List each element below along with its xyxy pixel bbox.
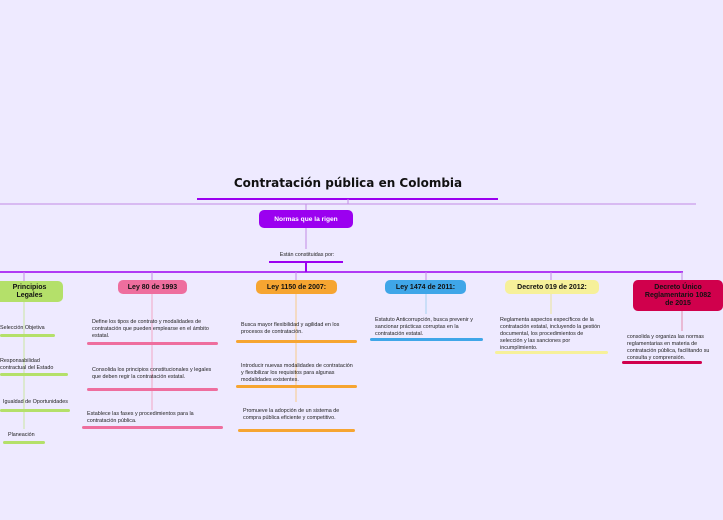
ley80-item-1: Define los tipos de contrato y modalidades de contratación que pueden emplearse en el ámbito estatal. [92,319,209,339]
ley1150-item-1-bar [236,340,357,343]
branch-label: Ley 1150 de 2007: [266,283,327,291]
subtitle-text: Están constituidas por: [279,252,335,258]
ley1150-item-3: Promueve la adopción de un sistema de compra pública eficiente y competitivo. [243,408,340,421]
branch-ley-1474-2011[interactable] [385,280,466,294]
ley80-item-2-bar [87,388,218,391]
ley1474-item-1-bar [370,338,483,341]
principios-item-4: Planeación [8,432,35,438]
decreto019-item-1: Reglamenta aspectos específicos de la contratación estatal, incluyendo la gestión documental, los procedimientos de selección y las sanciones por incumplimiento. [500,317,601,351]
root-node-normas[interactable] [259,210,353,228]
ley1150-item-2-bar [236,385,357,388]
ley1150-item-1: Busca mayor flexibilidad y agilidad en los procesos de contratación. [241,322,340,335]
decreto019-item-1-bar [495,351,608,354]
ley80-item-3-bar [82,426,223,429]
root-node-label: Normas que la rigen [274,215,338,223]
branch-label: Decreto Único Reglamentario 1082 de 2015 [644,283,712,307]
ley1150-item-2: Introducir nuevas modalidades de contratación y flexibilizar los requisitos para algunas modalidades existentes. [241,363,353,383]
branch-decreto-019-2012[interactable] [505,280,599,294]
ley80-item-3: Establece las fases y procedimientos para la contratación pública. [87,411,194,424]
principios-item-1-bar [0,334,55,337]
decreto-unico-item-1: consolida y organiza las normas reglamentarias en materia de contratación pública, facilitando su consulta y comprensión. [627,334,710,361]
principios-item-4-bar [3,441,45,444]
ley80-item-1-bar [87,342,218,345]
ley1474-item-1: Estatuto Anticorrupción, busca prevenir y sancionar prácticas corruptas en la contratación estatal. [375,317,473,337]
ley1150-item-3-bar [238,429,355,432]
principios-item-2-bar [0,373,68,376]
decreto-unico-item-1-bar [622,361,702,364]
map-title: Contratación pública en Colombia [233,176,463,190]
principios-item-3: Igualdad de Oportunidades [2,399,68,405]
branch-decreto-unico-1082-2015[interactable] [633,280,723,311]
branch-label: Ley 80 de 1993 [127,283,178,291]
principios-item-2: Responsabilidad contractual del Estado [0,358,54,371]
branch-label: Principios Legales [12,283,47,299]
branch-principios-legales[interactable] [0,281,63,302]
principios-item-1: Selección Objetiva [0,325,45,331]
branch-label: Decreto 019 de 2012: [517,283,587,291]
branch-ley-1150-2007[interactable] [256,280,337,294]
principios-item-3-bar [0,409,70,412]
ley80-item-2: Consolida los principios constitucionales y legales que deben regir la contratación estatal. [92,367,212,380]
branch-ley-80-1993[interactable] [118,280,187,294]
branch-label: Ley 1474 de 2011: [395,283,456,291]
